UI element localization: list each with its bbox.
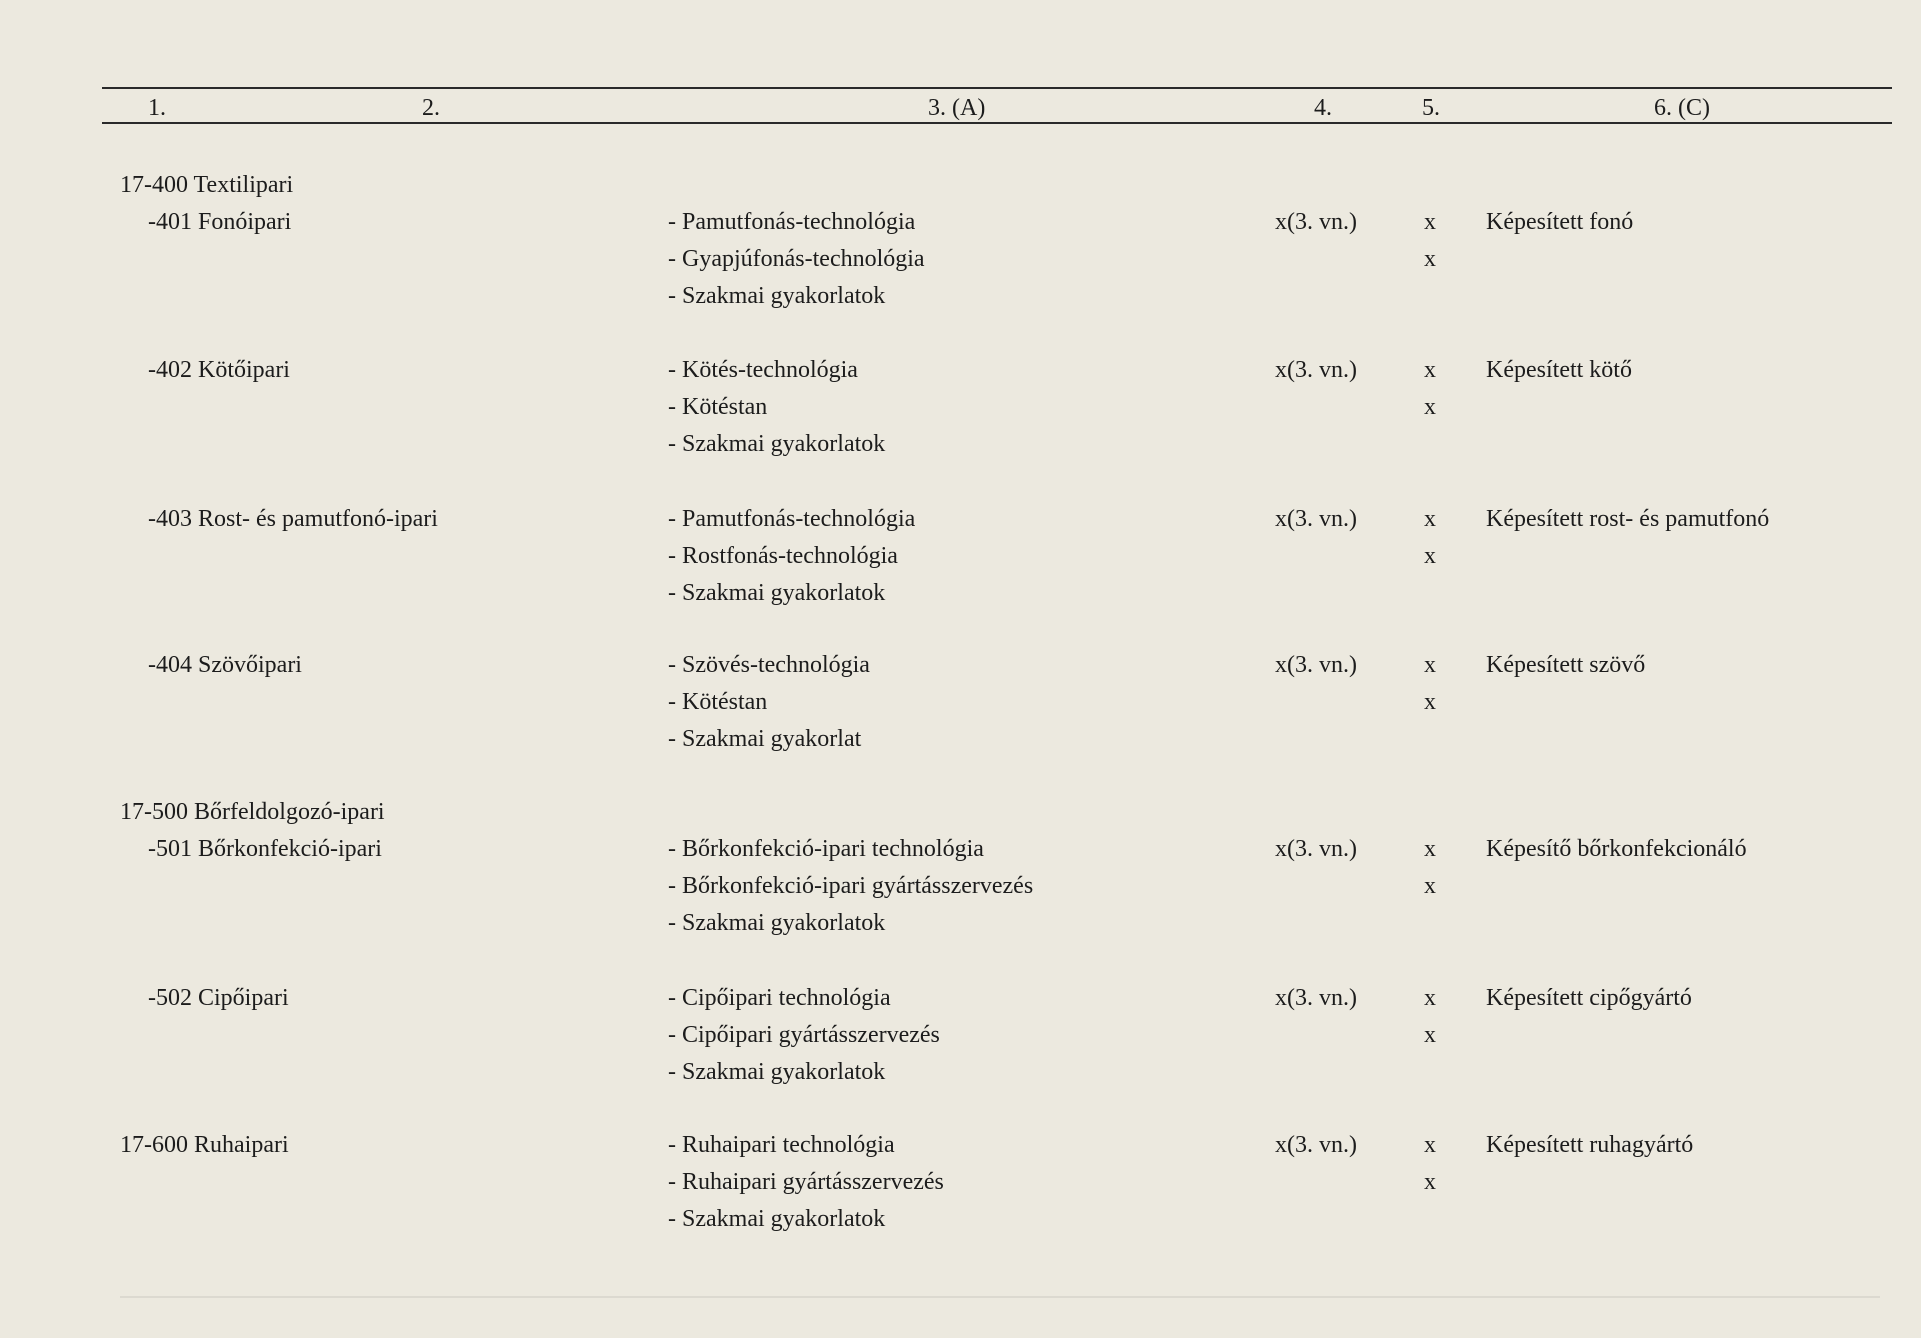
col5-mark: x	[1424, 1132, 1436, 1158]
col5-mark: x	[1424, 1022, 1436, 1048]
item-code: -404 Szövőipari	[148, 652, 302, 678]
subject: - Kötéstan	[668, 689, 768, 715]
col4-mark: x(3. vn.)	[1275, 506, 1357, 532]
group-code: 17-500 Bőrfeldolgozó-ipari	[120, 799, 385, 825]
qualification: Képesítő bőrkonfekcionáló	[1486, 836, 1747, 862]
subject: - Kötéstan	[668, 394, 768, 420]
subject: - Cipőipari gyártásszervezés	[668, 1022, 940, 1048]
column-header-5: 5.	[1422, 95, 1440, 121]
item-code: -401 Fonóipari	[148, 209, 292, 235]
col4-mark: x(3. vn.)	[1275, 1132, 1357, 1158]
subject: - Szakmai gyakorlatok	[668, 431, 886, 457]
col5-mark: x	[1424, 652, 1436, 678]
group-code: 17-600 Ruhaipari	[120, 1132, 289, 1158]
subject: - Ruhaipari gyártásszervezés	[668, 1169, 944, 1195]
qualification: Képesített ruhagyártó	[1486, 1132, 1694, 1158]
col5-mark: x	[1424, 543, 1436, 569]
column-header-1: 1.	[148, 95, 166, 121]
header-bottom-rule	[102, 122, 1892, 124]
subject: - Cipőipari technológia	[668, 985, 891, 1011]
column-header-3: 3. (A)	[928, 95, 986, 121]
col5-mark: x	[1424, 209, 1436, 235]
col5-mark: x	[1424, 394, 1436, 420]
qualification: Képesített szövő	[1486, 652, 1646, 678]
item-code: -501 Bőrkonfekció-ipari	[148, 836, 382, 862]
header-top-rule	[102, 87, 1892, 89]
col4-mark: x(3. vn.)	[1275, 652, 1357, 678]
col4-mark: x(3. vn.)	[1275, 985, 1357, 1011]
subject: - Szakmai gyakorlatok	[668, 1206, 886, 1232]
subject: - Rostfonás-technológia	[668, 543, 898, 569]
subject: - Bőrkonfekció-ipari technológia	[668, 836, 984, 862]
col5-mark: x	[1424, 873, 1436, 899]
item-code: -402 Kötőipari	[148, 357, 290, 383]
column-header-4: 4.	[1314, 95, 1332, 121]
subject: - Szakmai gyakorlatok	[668, 580, 886, 606]
qualification: Képesített rost- és pamutfonó	[1486, 506, 1770, 532]
subject: - Szakmai gyakorlatok	[668, 910, 886, 936]
subject: - Szakmai gyakorlatok	[668, 283, 886, 309]
col5-mark: x	[1424, 506, 1436, 532]
subject: - Pamutfonás-technológia	[668, 209, 916, 235]
item-code: -502 Cipőipari	[148, 985, 289, 1011]
column-header-2: 2.	[422, 95, 440, 121]
subject: - Kötés-technológia	[668, 357, 858, 383]
subject: - Ruhaipari technológia	[668, 1132, 895, 1158]
subject: - Pamutfonás-technológia	[668, 506, 916, 532]
subject: - Szakmai gyakorlat	[668, 726, 862, 752]
qualification: Képesített cipőgyártó	[1486, 985, 1692, 1011]
col4-mark: x(3. vn.)	[1275, 357, 1357, 383]
col5-mark: x	[1424, 836, 1436, 862]
col5-mark: x	[1424, 1169, 1436, 1195]
col5-mark: x	[1424, 357, 1436, 383]
subject: - Gyapjúfonás-technológia	[668, 246, 925, 272]
col4-mark: x(3. vn.)	[1275, 836, 1357, 862]
column-header-6: 6. (C)	[1654, 95, 1710, 121]
col5-mark: x	[1424, 689, 1436, 715]
col5-mark: x	[1424, 246, 1436, 272]
col4-mark: x(3. vn.)	[1275, 209, 1357, 235]
bleed-through-rule	[120, 1296, 1880, 1298]
subject: - Szakmai gyakorlatok	[668, 1059, 886, 1085]
subject: - Bőrkonfekció-ipari gyártásszervezés	[668, 873, 1034, 899]
qualification: Képesített kötő	[1486, 357, 1632, 383]
item-code: -403 Rost- és pamutfonó-ipari	[148, 506, 438, 532]
qualification: Képesített fonó	[1486, 209, 1634, 235]
subject: - Szövés-technológia	[668, 652, 870, 678]
col5-mark: x	[1424, 985, 1436, 1011]
group-code: 17-400 Textilipari	[120, 172, 294, 198]
